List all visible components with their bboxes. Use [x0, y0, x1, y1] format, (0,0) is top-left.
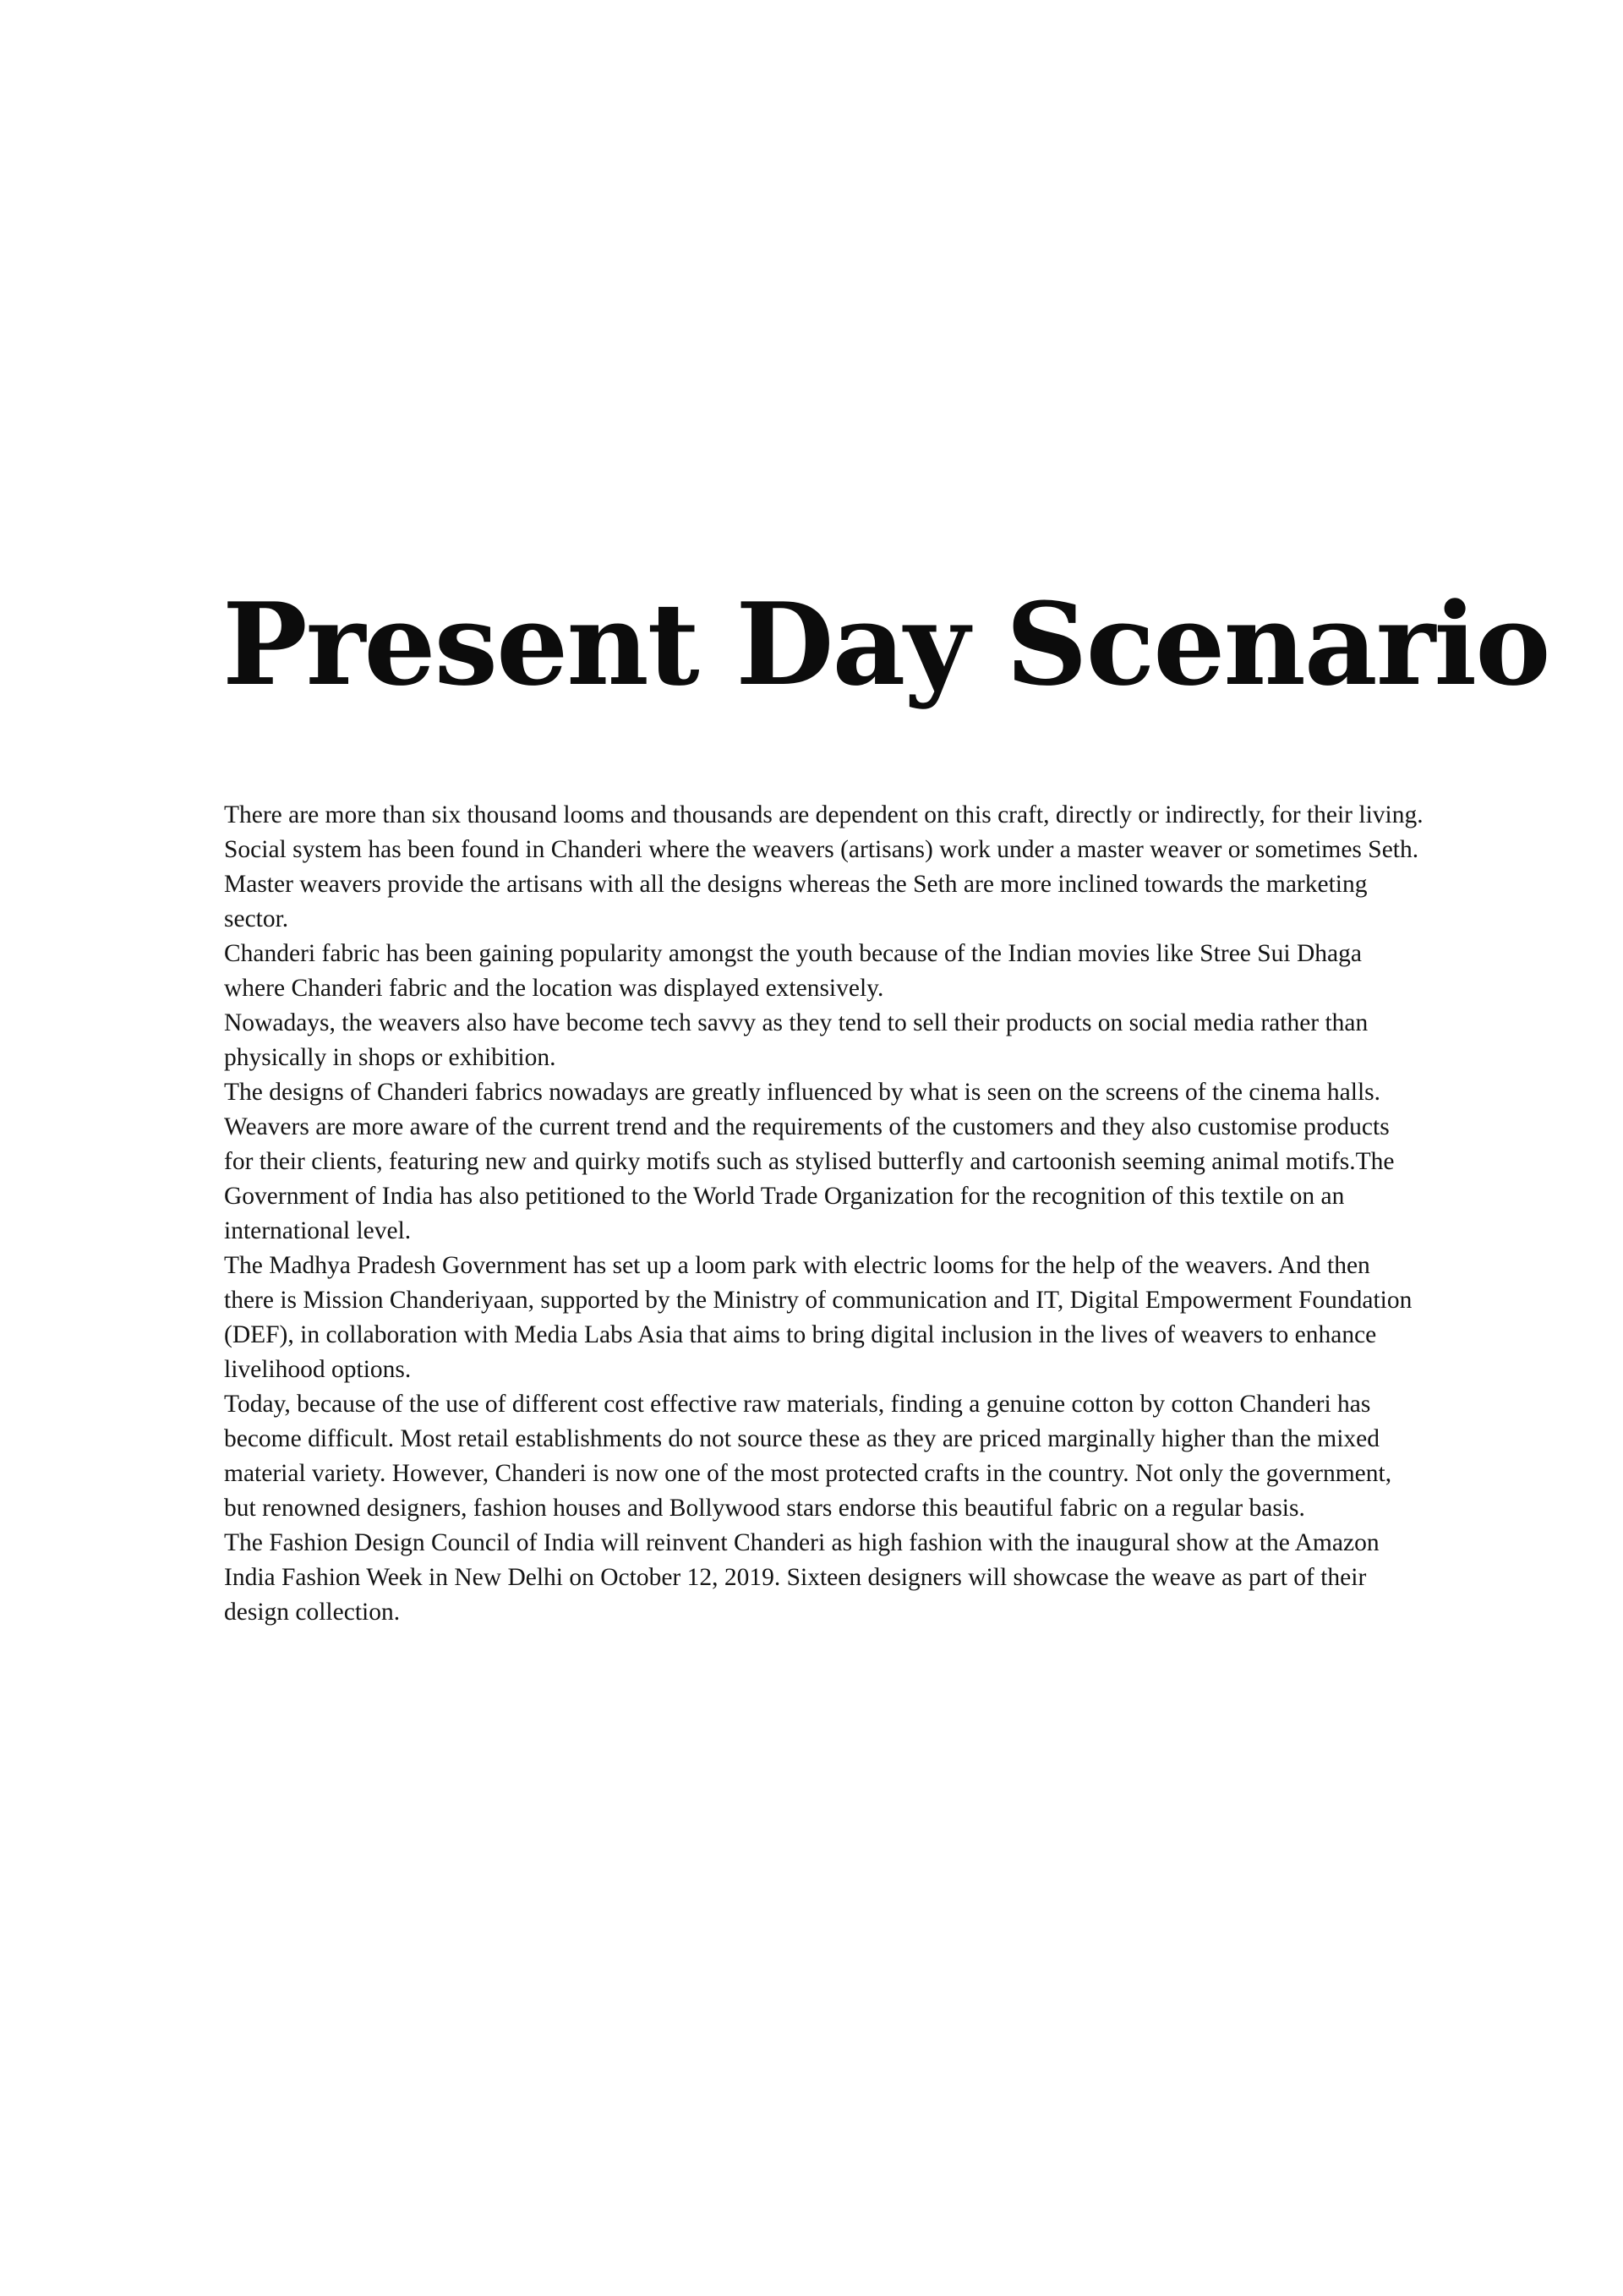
paragraph-raw-materials: Today, because of the use of different cost effective raw materials, finding a genuine cotton by cotton Chanderi has become difficult. Most retail establishments do not source these as they are priced marginally higher than the mixed material variety. However, Chanderi is now one of the most protected crafts in the country. Not only the government, but renowned designers, fashion houses and Bollywood stars endorse this beautiful fabric on a regular basis.	[224, 1391, 1392, 1522]
paragraph-fashion-council: The Fashion Design Council of India will reinvent Chanderi as high fashion with the inaugural show at the Amazon India Fashion Week in New Delhi on October 12, 2019. Sixteen designers will showcase the weave as part of their design collection.	[224, 1529, 1380, 1626]
body-text	[224, 798, 1424, 1630]
paragraph-tech-savvy: Nowadays, the weavers also have become tech savvy as they tend to sell their products on social media rather than physically in shops or exhibition.	[224, 1009, 1369, 1071]
paragraph-popularity: Chanderi fabric has been gaining popularity amongst the youth because of the Indian movies like Stree Sui Dhaga where Chanderi fabric and the location was displayed extensively.	[224, 940, 1362, 1002]
paragraph-loom-park: The Madhya Pradesh Government has set up a loom park with electric looms for the help of the weavers. And then there is Mission Chanderiyaan, supported by the Ministry of communication and IT, Digital Empowerment Foundation (DEF), in collaboration with Media Labs Asia that aims to bring digital inclusion in the lives of weavers to enhance livelihood options.	[224, 1252, 1413, 1383]
page-title: Present Day Scenario	[222, 577, 1549, 711]
paragraph-looms: There are more than six thousand looms and thousands are dependent on this craft, directly or indirectly, for their living. Social system has been found in Chanderi where the weavers (artisans) work under a master weaver or sometimes Seth. Master weavers provide the artisans with all the designs whereas the Seth are more inclined towards the marketing sector.	[224, 801, 1424, 932]
paragraph-designs: The designs of Chanderi fabrics nowadays are greatly influenced by what is seen on the screens of the cinema halls. Weavers are more aware of the current trend and the requirements of the customers and they also customise products for their clients, featuring new and quirky motifs such as stylised butterfly and cartoonish seeming animal motifs.The Government of India has also petitioned to the World Trade Organization for the recognition of this textile on an international level.	[224, 1079, 1395, 1244]
